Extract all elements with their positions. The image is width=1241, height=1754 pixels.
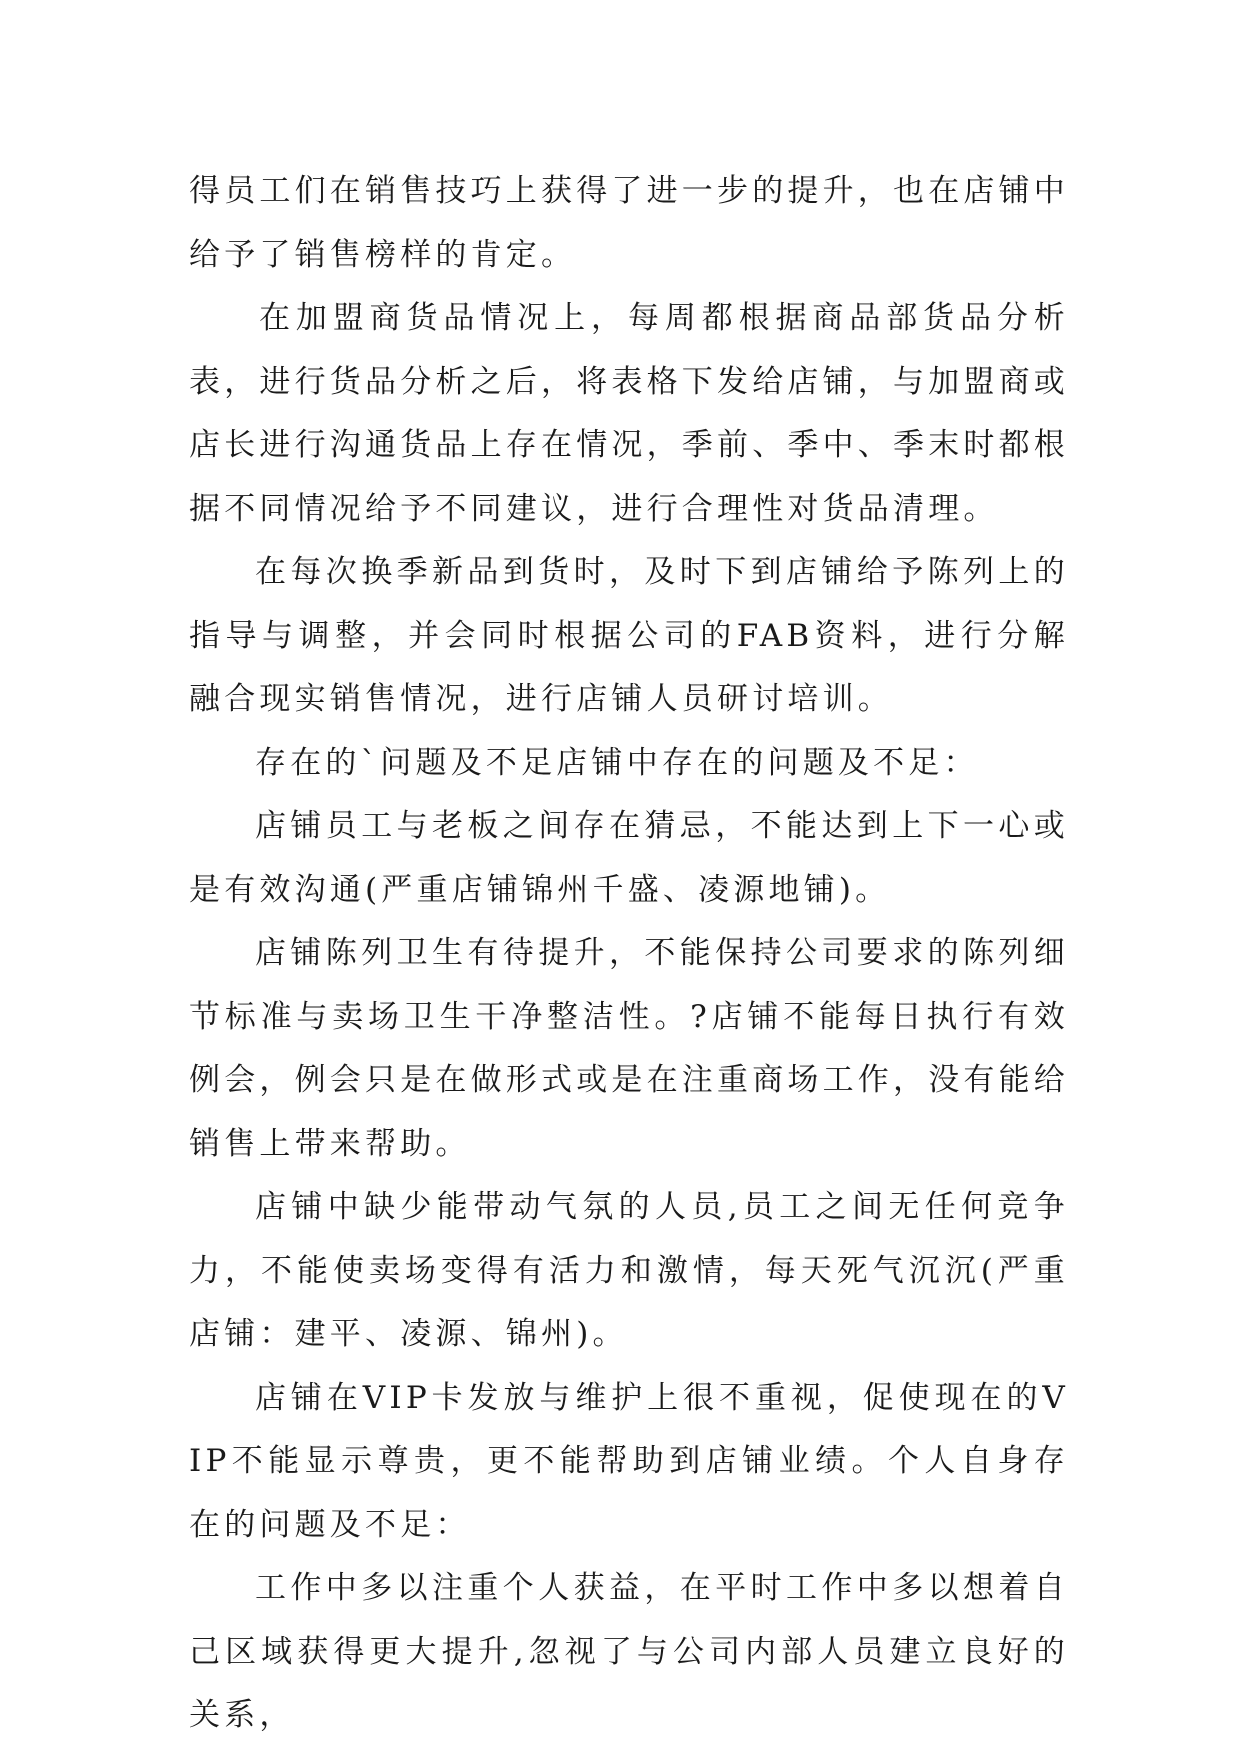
paragraph-problems-heading: 存在的`问题及不足店铺中存在的问题及不足： (255, 744, 979, 781)
paragraph-atmosphere: 店铺中缺少能带动气氛的人员,员工之间无任何竞争力，不能使卖场变得有活力和激情，每天死气沉沉(严重店铺：建平、凌源、锦州)。 (189, 1189, 1069, 1352)
paragraph-continuation: 得员工们在销售技巧上获得了进一步的提升，也在店铺中给予了销售榜样的肯定。 (189, 173, 1069, 273)
paragraph-display-hygiene: 店铺陈列卫生有待提升，不能保持公司要求的陈列细节标准与卖场卫生干净整洁性。?店铺不能每日执行有效例会，例会只是在做形式或是在注重商场工作，没有能给销售上带来帮助。 (189, 935, 1069, 1162)
paragraph-staff-trust: 店铺员工与老板之间存在猜忌，不能达到上下一心或是有效沟通(严重店铺锦州千盛、凌源地铺)。 (189, 808, 1069, 908)
document-body (189, 160, 1069, 1748)
paragraph-personal-gain: 工作中多以注重个人获益，在平时工作中多以想着自己区域获得更大提升,忽视了与公司内部人员建立良好的关系， (189, 1570, 1069, 1733)
paragraph-franchise-goods: 在加盟商货品情况上，每周都根据商品部货品分析表，进行货品分析之后，将表格下发给店铺，与加盟商或店长进行沟通货品上存在情况，季前、季中、季末时都根据不同情况给予不同建议，进行合理性对货品清理。 (189, 300, 1069, 527)
paragraph-vip-card: 店铺在VIP卡发放与维护上很不重视，促使现在的VIP不能显示尊贵，更不能帮助到店铺业绩。个人自身存在的问题及不足： (189, 1379, 1069, 1543)
paragraph-new-season-display: 在每次换季新品到货时，及时下到店铺给予陈列上的指导与调整，并会同时根据公司的FAB资料，进行分解融合现实销售情况，进行店铺人员研讨培训。 (189, 554, 1069, 717)
